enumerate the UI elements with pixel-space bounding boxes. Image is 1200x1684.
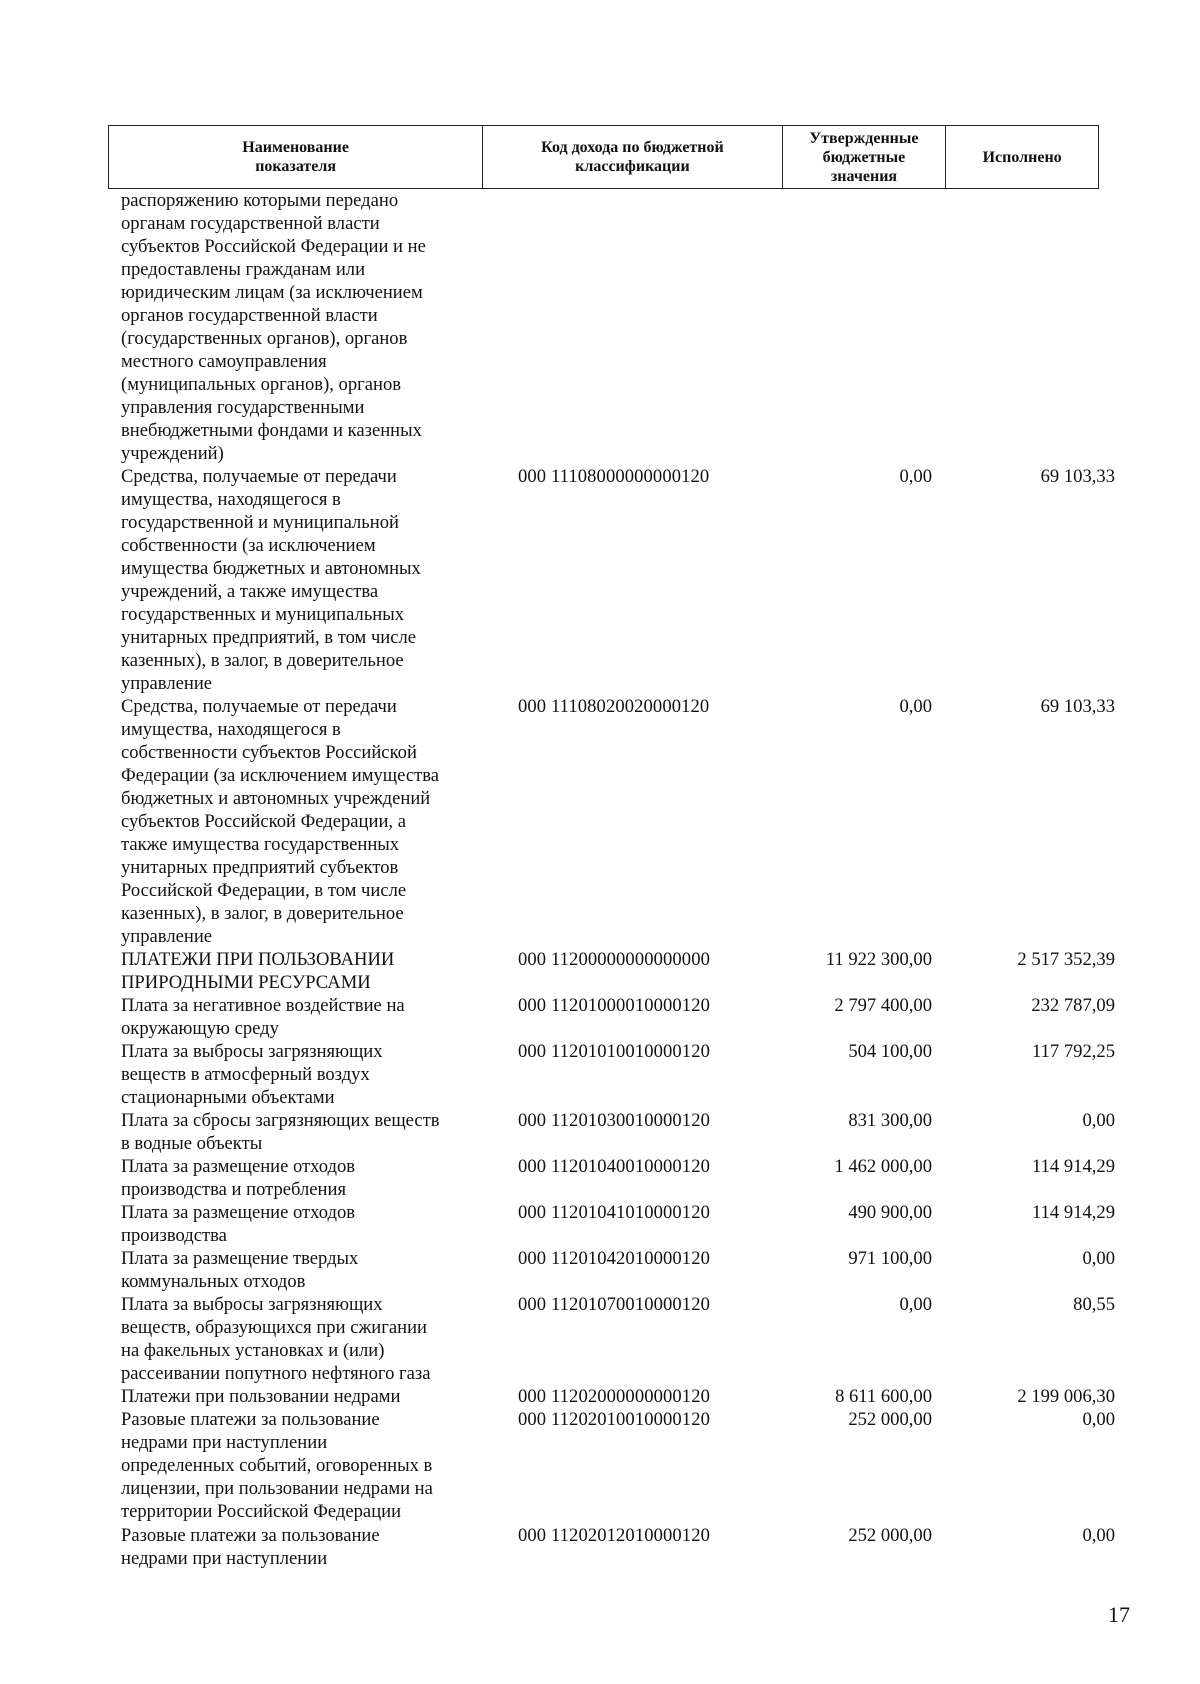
table-header (108, 125, 1099, 189)
header-plan (783, 126, 947, 188)
header-code (483, 126, 782, 188)
row-done: 0,00 (1082, 1409, 1115, 1430)
row-name: Плата за сбросы загрязняющих веществ в водные объекты (121, 1110, 440, 1154)
row-done: 114 914,29 (1032, 1202, 1115, 1223)
row-plan: 8 611 600,00 (835, 1386, 932, 1407)
row-done: 0,00 (1082, 1110, 1115, 1131)
row-name: Плата за негативное воздействие на окружающую среду (121, 995, 405, 1039)
row-plan: 0,00 (899, 466, 932, 487)
row-name: Плата за выбросы загрязняющих веществ, образующихся при сжигании на факельных установках и (или) рассеивании попутного нефтяного газа (121, 1294, 431, 1384)
header-name (109, 126, 483, 188)
row-done: 117 792,25 (1032, 1041, 1115, 1062)
header-code-label: Код дохода по бюджетной классификации (541, 139, 724, 175)
row-plan: 252 000,00 (848, 1409, 932, 1430)
row-name: ПЛАТЕЖИ ПРИ ПОЛЬЗОВАНИИ ПРИРОДНЫМИ РЕСУРСАМИ (121, 949, 395, 993)
row-name: Разовые платежи за пользование недрами при наступлении (121, 1525, 380, 1569)
row-code: 000 11202012010000120 (518, 1525, 710, 1546)
row-code: 000 11201010010000120 (518, 1041, 710, 1062)
row-name: Плата за размещение отходов производства и потребления (121, 1156, 356, 1200)
row-name: Платежи при пользовании недрами (121, 1386, 401, 1407)
row-plan: 2 797 400,00 (834, 995, 932, 1016)
row-code: 000 11108000000000120 (518, 466, 710, 487)
row-code: 000 11201000010000120 (518, 995, 710, 1016)
row-done: 0,00 (1082, 1248, 1115, 1269)
header-plan-label: Утвержденные бюджетные значения (809, 129, 919, 185)
row-plan: 490 900,00 (848, 1202, 932, 1223)
row-plan: 252 000,00 (848, 1525, 932, 1546)
row-code: 000 11202000000000120 (518, 1386, 710, 1407)
row-plan: 11 922 300,00 (825, 949, 932, 970)
header-done (946, 126, 1098, 188)
row-plan: 0,00 (899, 696, 932, 717)
row-code: 000 11202010010000120 (518, 1409, 710, 1430)
row-name: распоряжению которыми передано органам государственной власти субъектов Российской Федерации и не предоставлены гражданам или юридическим лицам (за исключением органов государственной власти (государственных органов), органов местного самоуправления (муниципальных органов), органов управления государственными внебюджетными фондами и казенных учреждений) (121, 190, 426, 464)
row-plan: 0,00 (899, 1294, 932, 1315)
row-code: 000 11201042010000120 (518, 1248, 710, 1269)
row-plan: 1 462 000,00 (834, 1156, 932, 1177)
row-done: 80,55 (1073, 1294, 1115, 1315)
row-done: 2 199 006,30 (1017, 1386, 1115, 1407)
row-plan: 971 100,00 (848, 1248, 932, 1269)
row-name: Средства, получаемые от передачи имущества, находящегося в государственной и муниципальной собственности (за исключением имущества бюджетных и автономных учреждений, а также имущества государственных и муниципальных унитарных предприятий, в том числе казенных), в залог, в доверительное управление (121, 466, 421, 694)
row-name: Плата за размещение отходов производства (121, 1202, 356, 1246)
row-done: 114 914,29 (1032, 1156, 1115, 1177)
header-done-label: Исполнено (982, 148, 1062, 166)
row-done: 232 787,09 (1031, 995, 1115, 1016)
row-done: 69 103,33 (1040, 696, 1115, 717)
row-done: 2 517 352,39 (1017, 949, 1115, 970)
header-name-label: Наименование показателя (242, 139, 349, 175)
row-plan: 831 300,00 (848, 1110, 932, 1131)
row-code: 000 11201041010000120 (518, 1202, 710, 1223)
page-number: 17 (1108, 1602, 1130, 1627)
row-code: 000 11108020020000120 (518, 696, 710, 717)
row-name: Средства, получаемые от передачи имущества, находящегося в собственности субъектов Российской Федерации (за исключением имущества бюджетных и автономных учреждений субъектов Российской Федерации, а также имущества государственных унитарных предприятий субъектов Российской Федерации, в том числе казенных), в залог, в доверительное управление (121, 696, 439, 947)
row-name: Разовые платежи за пользование недрами при наступлении определенных событий, оговоренных в лицензии, при пользовании недрами на территории Российской Федерации (121, 1409, 433, 1522)
row-done: 0,00 (1082, 1525, 1115, 1546)
row-code: 000 11201040010000120 (518, 1156, 710, 1177)
row-plan: 504 100,00 (848, 1041, 932, 1062)
row-done: 69 103,33 (1040, 466, 1115, 487)
row-name: Плата за размещение твердых коммунальных отходов (121, 1248, 359, 1292)
row-code: 000 11201070010000120 (518, 1294, 710, 1315)
row-code: 000 11200000000000000 (518, 949, 710, 970)
row-code: 000 11201030010000120 (518, 1110, 710, 1131)
row-name: Плата за выбросы загрязняющих веществ в атмосферный воздух стационарными объектами (121, 1041, 383, 1108)
